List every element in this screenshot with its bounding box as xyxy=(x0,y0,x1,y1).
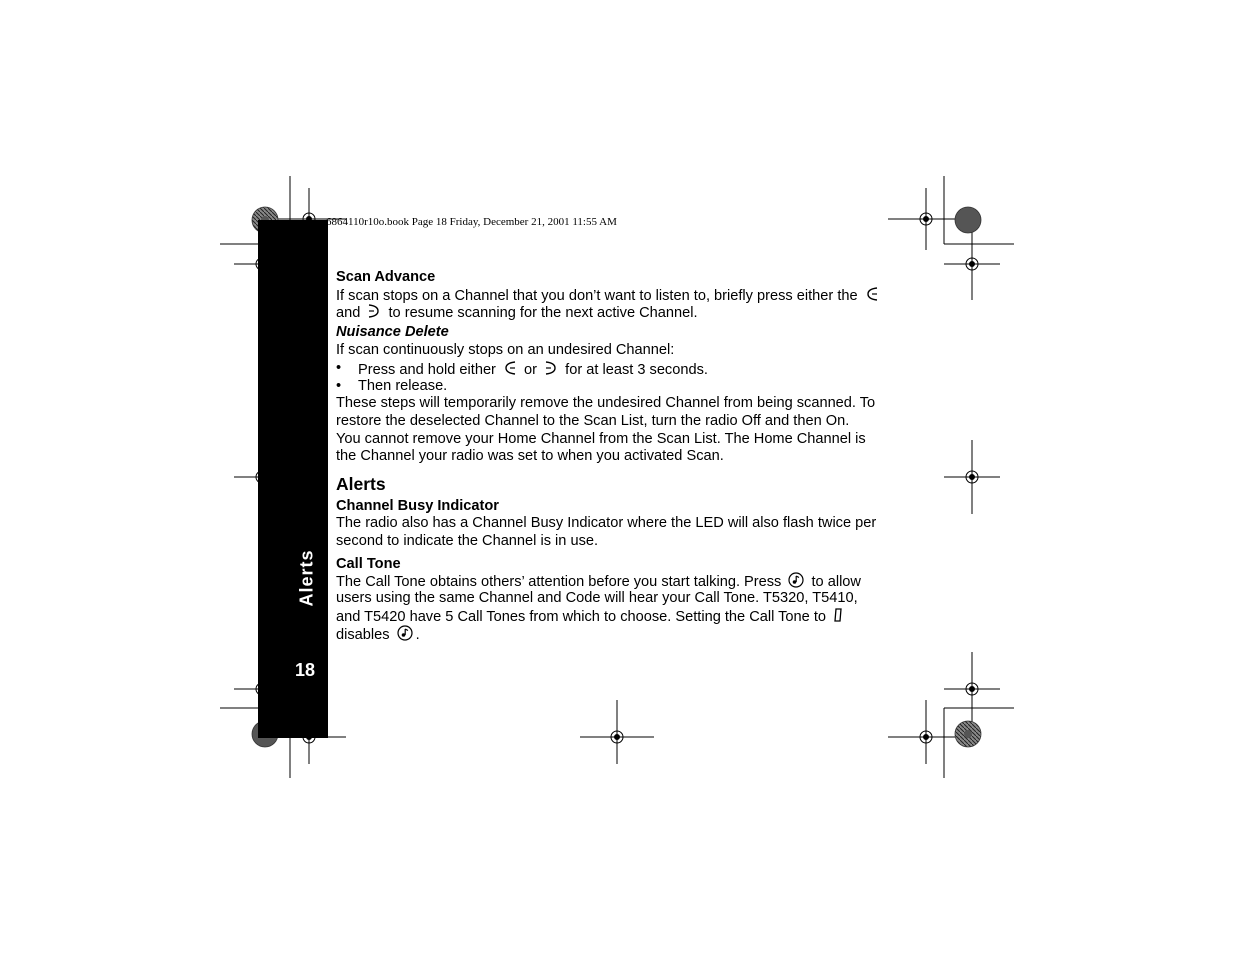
book-header-line: 6864110r10o.book Page 18 Friday, December 21, 2001 11:55 AM xyxy=(326,216,617,228)
heading-alerts: Alerts xyxy=(336,474,386,494)
section-tab xyxy=(258,220,328,738)
section-label: Alerts xyxy=(296,549,317,607)
bullet-item-2: Then release. xyxy=(358,378,448,394)
text: for at least 3 seconds. xyxy=(565,362,708,378)
bullet-marker: • xyxy=(336,360,342,376)
paragraph-line: The radio also has a Channel Busy Indicator where the LED will also flash twice per xyxy=(336,515,877,531)
crosshair-icon xyxy=(944,440,1000,514)
call-tone-line-4 xyxy=(336,625,420,645)
crosshair-icon xyxy=(888,700,962,764)
heading-call-tone: Call Tone xyxy=(336,556,401,572)
heading-channel-busy: Channel Busy Indicator xyxy=(336,498,499,514)
call-tone-icon xyxy=(788,572,804,588)
crosshair-icon xyxy=(580,700,654,764)
heading-scan-advance: Scan Advance xyxy=(336,269,436,285)
zero-display-icon xyxy=(833,607,843,623)
text: disables xyxy=(336,627,390,643)
paragraph-line: the Channel your radio was set to when you activated Scan. xyxy=(336,448,724,464)
text: The Call Tone obtains others’ attention before you start talking. Press xyxy=(336,574,782,590)
text: If scan stops on a Channel that you don’t want to listen to, briefly press either the xyxy=(336,288,858,304)
text: or xyxy=(524,362,538,378)
text: to allow xyxy=(811,574,861,590)
crosshair-icon xyxy=(944,230,1000,300)
starburst-icon xyxy=(955,721,981,747)
nuisance-intro: If scan continuously stops on an undesired Channel: xyxy=(336,342,675,358)
scroll-right-icon xyxy=(367,303,381,319)
call-tone-line-2: users using the same Channel and Code will hear your Call Tone. T5320, T5410, xyxy=(336,590,858,606)
scroll-right-icon xyxy=(544,360,558,376)
scan-advance-line-2 xyxy=(336,303,698,323)
call-tone-line-1 xyxy=(336,572,861,592)
scroll-left-icon xyxy=(865,286,879,302)
text: . xyxy=(415,627,420,643)
scroll-left-icon xyxy=(503,360,517,376)
paragraph-line: restore the deselected Channel to the Scan List, turn the radio Off and then On. xyxy=(336,413,850,429)
call-tone-icon xyxy=(397,625,413,641)
heading-nuisance-delete: Nuisance Delete xyxy=(336,324,449,340)
page-number: 18 xyxy=(295,660,316,680)
crosshair-icon xyxy=(944,652,1000,726)
text: to resume scanning for the next active Channel. xyxy=(388,305,698,321)
text: and xyxy=(336,305,361,321)
starburst-icon xyxy=(955,207,981,233)
crosshair-icon xyxy=(888,188,962,250)
paragraph-line: second to indicate the Channel is in use. xyxy=(336,533,599,549)
bullet-item-1 xyxy=(358,360,708,380)
text: Press and hold either xyxy=(358,362,496,378)
call-tone-line-3 xyxy=(336,607,846,627)
paragraph-line: You cannot remove your Home Channel from the Scan List. The Home Channel is xyxy=(336,431,866,447)
paragraph-line: These steps will temporarily remove the undesired Channel from being scanned. To xyxy=(336,395,876,411)
bullet-marker: • xyxy=(336,378,342,394)
text: and T5420 have 5 Call Tones from which to choose. Setting the Call Tone to xyxy=(336,609,827,625)
